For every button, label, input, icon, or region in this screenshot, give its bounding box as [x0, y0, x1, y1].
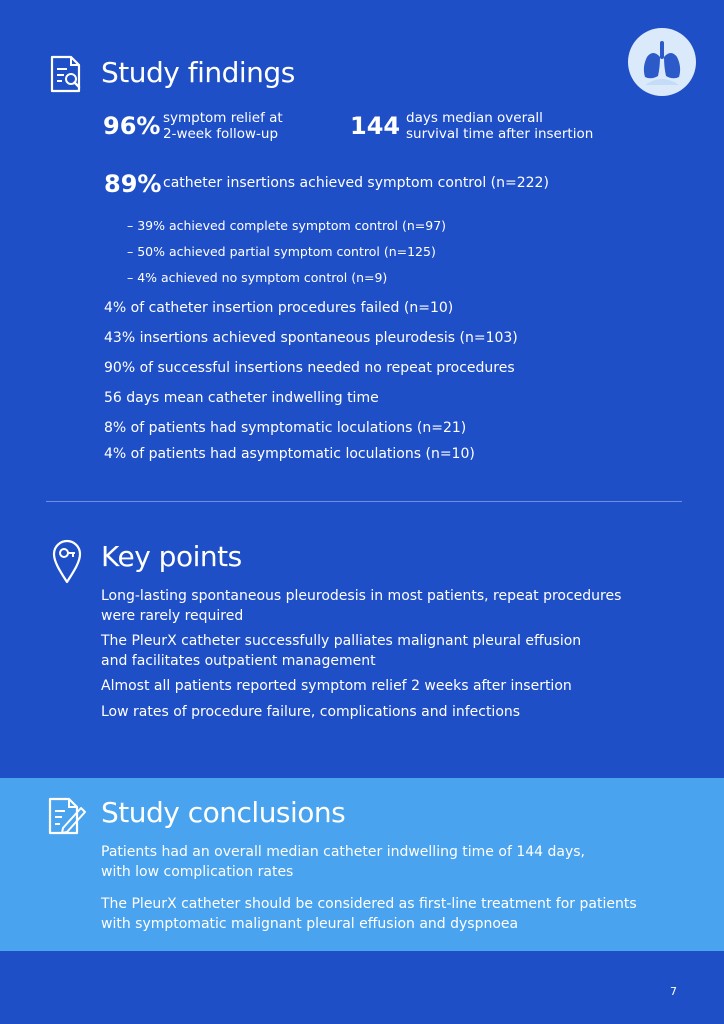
conclusion-item: Patients had an overall median catheter indwelling time of 144 days, with low complication rates	[101, 844, 585, 880]
sub-item: – 4% achieved no symptom control (n=9)	[127, 270, 388, 285]
stat-text: symptom relief at 2-week follow-up	[163, 110, 283, 142]
lungs-badge	[627, 27, 697, 97]
conclusion-item: The PleurX catheter should be considered as first-line treatment for patients with symptomatic malignant pleural effusion and dyspnoea	[101, 896, 637, 932]
finding-item: 56 days mean catheter indwelling time	[104, 390, 379, 406]
findings-title: Study findings	[101, 56, 295, 89]
sub-item: – 39% achieved complete symptom control (n=97)	[127, 218, 447, 233]
finding-item: 43% insertions achieved spontaneous pleurodesis (n=103)	[104, 330, 518, 346]
document-search-icon	[49, 54, 83, 94]
conclusions-title: Study conclusions	[101, 796, 346, 829]
key-point-item: Long-lasting spontaneous pleurodesis in most patients, repeat procedures were rarely required	[101, 588, 622, 624]
page-number: 7	[670, 985, 677, 998]
document-edit-icon	[47, 796, 87, 836]
finding-item: 4% of patients had asymptomatic loculations (n=10)	[104, 446, 475, 462]
finding-item: 90% of successful insertions needed no repeat procedures	[104, 360, 515, 376]
finding-item: 8% of patients had symptomatic loculations (n=21)	[104, 420, 467, 436]
stat-value: 144	[350, 112, 401, 140]
headline-value: 89%	[104, 170, 162, 198]
key-point-item: Almost all patients reported symptom relief 2 weeks after insertion	[101, 678, 572, 694]
key-points-title: Key points	[101, 540, 242, 573]
key-point-item: The PleurX catheter successfully palliates malignant pleural effusion and facilitates outpatient management	[101, 633, 582, 669]
headline-text: catheter insertions achieved symptom control (n=222)	[163, 175, 549, 191]
sub-item: – 50% achieved partial symptom control (n=125)	[127, 244, 436, 259]
lungs-icon	[627, 27, 697, 97]
location-pin-icon	[51, 538, 83, 584]
key-point-item: Low rates of procedure failure, complications and infections	[101, 704, 521, 720]
stat-text: days median overall survival time after insertion	[406, 110, 594, 142]
stat-value: 96%	[103, 112, 161, 140]
section-divider	[46, 501, 682, 502]
finding-item: 4% of catheter insertion procedures failed (n=10)	[104, 300, 454, 316]
